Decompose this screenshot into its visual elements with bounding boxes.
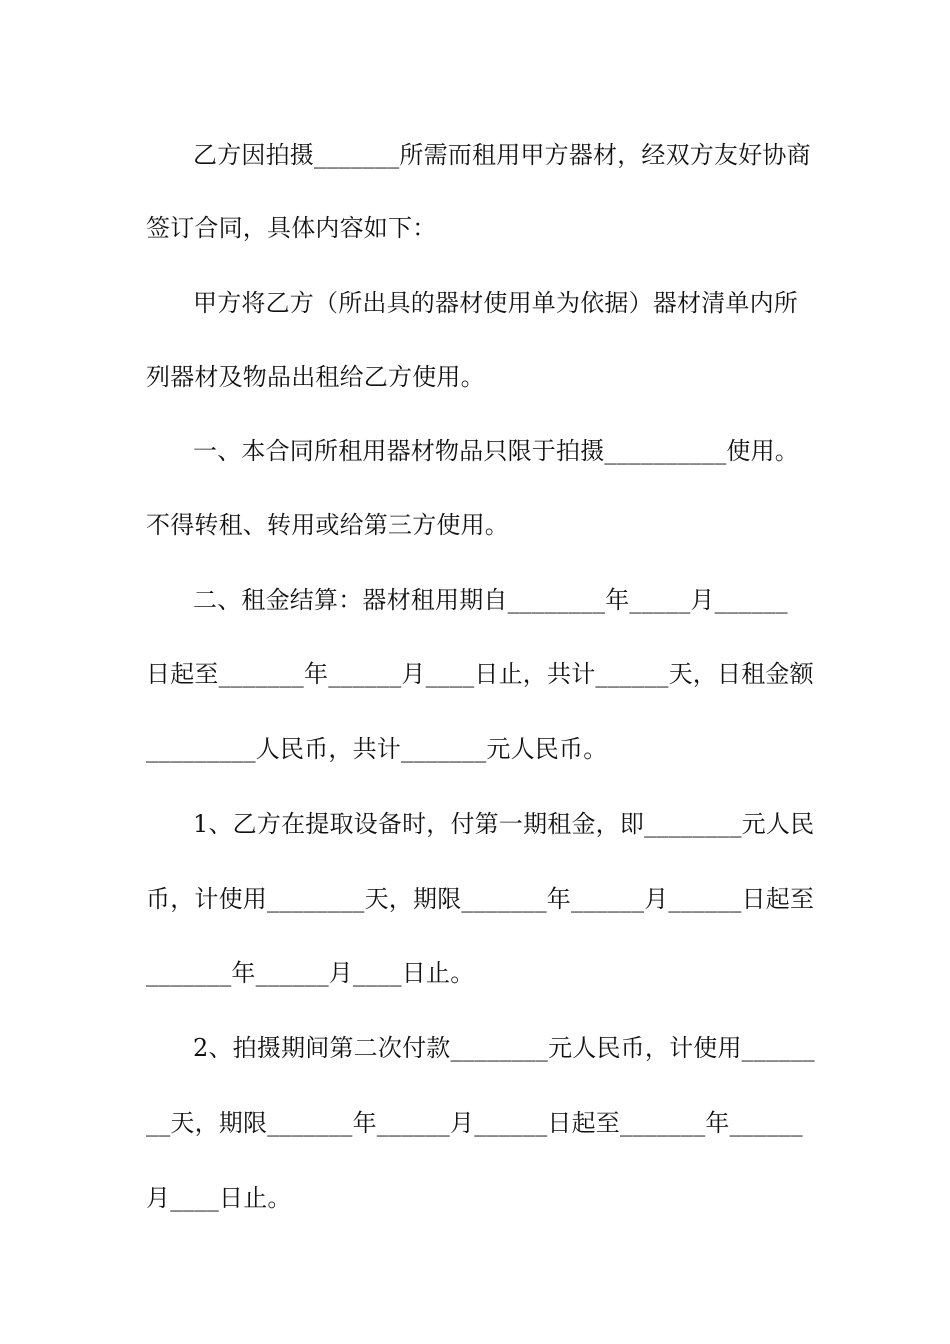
payment-2-line-2: __天，期限_______年______月______日起至_______年______: [146, 1109, 803, 1137]
paragraph-lessor-line-1: 甲方将乙方（所出具的器材使用单为依据）器材清单内所: [193, 289, 798, 317]
paragraph-lessor-line-2: 列器材及物品出租给乙方使用。: [146, 363, 485, 391]
payment-1-line-3: _______年______月____日止。: [146, 959, 475, 987]
clause-1-line-2: 不得转租、转用或给第三方使用。: [146, 511, 509, 539]
clause-2-line-2: 日起至_______年______月____日止，共计______天，日租金额: [146, 660, 814, 688]
payment-2-line-3: 月____日止。: [146, 1184, 292, 1212]
payment-1-line-1: 1、乙方在提取设备时，付第一期租金，即________元人民: [193, 810, 815, 838]
clause-1-line-1: 一、本合同所租用器材物品只限于拍摄__________使用。: [193, 437, 799, 465]
paragraph-intro-line-1: 乙方因拍摄_______所需而租用甲方器材，经双方友好协商: [193, 141, 811, 169]
clause-2-line-1: 二、租金结算：器材租用期自________年_____月______: [193, 586, 788, 614]
clause-2-line-3: _________人民币，共计_______元人民币。: [146, 735, 608, 763]
paragraph-intro-line-2: 签订合同，具体内容如下：: [146, 214, 437, 242]
payment-1-line-2: 币，计使用________天，期限_______年______月______日起至: [146, 885, 815, 913]
payment-2-line-1: 2、拍摄期间第二次付款________元人民币，计使用______: [193, 1034, 815, 1062]
